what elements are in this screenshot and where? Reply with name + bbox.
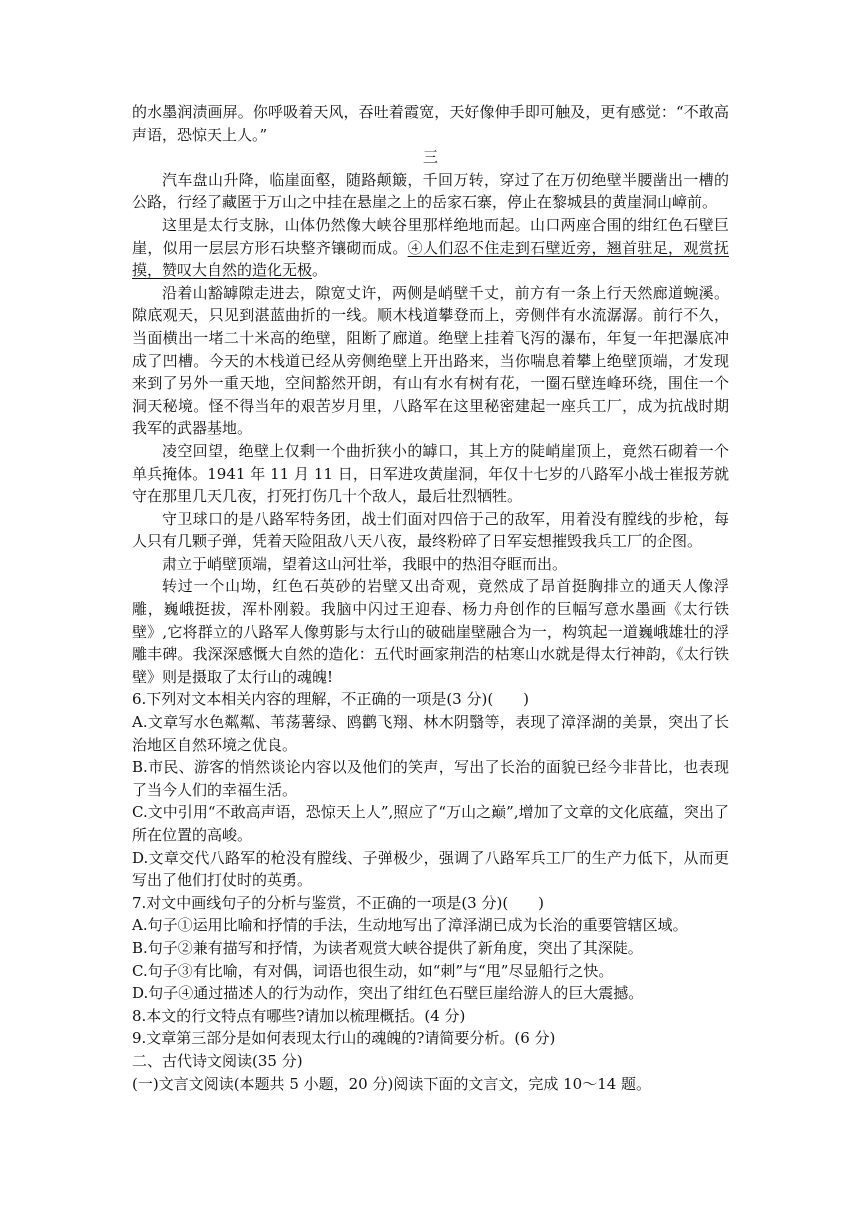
question-7-option-a: A.句子①运用比喻和抒情的手法，生动地写出了漳泽湖已成为长治的重要管辖区域。	[132, 916, 688, 935]
paragraph-canyon: 沿着山豁罅隙走进去，隙宽丈许，两侧是峭壁千丈，前方有一条上行天然廊道蜿溪。隙底观天，只见到湛蓝曲折的一线。顺木栈道攀登而上，旁侧伴有水流潺潺。前行不久，当面横出一堵二十米高的绝壁，阻断了廊道。绝壁上挂着飞泻的瀑布，年复一年把瀑底冲成了凹槽。今天的木栈道已经从旁侧绝壁上开出路来，当你喘息着攀上绝壁顶端，才发现来到了另外一重天地，空间豁然开朗，有山有水有树有花，一圈石壁连峰环绕，围住一个洞天秘境。怪不得当年的艰苦岁月里，八路军在这里秘密建起一座兵工厂，成为抗战时期我军的武器基地。	[132, 283, 729, 438]
question-6-stem: 6.下列对文本相关内容的理解，不正确的一项是(3 分)( )	[132, 690, 530, 709]
question-9: 9.文章第三部分是如何表现太行山的魂魄的?请简要分析。(6 分)	[132, 1029, 556, 1048]
question-8: 8.本文的行文特点有哪些?请加以梳理概括。(4 分)	[132, 1006, 466, 1025]
question-7-option-c: C.句子③有比喻，有对偶，词语也很生动，如“刺”与“甩”尽显船行之快。	[132, 961, 614, 980]
paragraph-text-end: 。	[312, 261, 328, 280]
underlined-sentence-4: ④人们忍不住走到石壁近旁，翘首驻足，观赏抚摸，赞叹大自然的造化无极	[132, 238, 729, 280]
question-6-option-d: D.文章交代八路军的枪没有膛线、子弹极少，强调了八路军兵工厂的生产力低下，从而更写出了他们打仗时的英勇。	[132, 848, 729, 890]
paragraph-text: 这里是太行支脉，山体仍然像大峡谷里那样绝地而起。山口两座合围的绀红色石壁巨崖，似用一层层方形石块整齐镶砌而成。	[132, 215, 729, 257]
paragraph-bunker: 凌空回望，绝壁上仅剩一个曲折狭小的罅口，其上方的陡峭崖顶上，竟然石砌着一个单兵掩体。1941 年 11 月 11 日，日军进攻黄崖洞，年仅十七岁的八路军小战士崔报芳就守在那里几天几夜，打死打伤几十个敌人，最后壮烈牺牲。	[132, 441, 729, 506]
paragraph-drive: 汽车盘山升降，临崖面壑，随路颠簸，千回万转，穿过了在万仞绝壁半腰凿出一槽的公路，行经了藏匿于万山之中挂在悬崖之上的岳家石寨，停止在黎城县的黄崖洞山嶂前。	[132, 170, 729, 212]
question-6-option-a: A.文章写水色粼粼、苇荡薯绿、鸥鹳飞翔、林木阴翳等，表现了漳泽湖的美景，突出了长治地区自然环境之优良。	[132, 713, 729, 754]
document-body	[132, 101, 729, 1095]
paragraph-taihang-branch	[132, 214, 729, 282]
paragraph-special-regiment: 守卫球口的是八路军特务团，战士们面对四倍于己的敌军，用着没有膛线的步枪，每人只有几颗子弹，凭着天险阻敌八天八夜，最终粉碎了日军妄想摧毁我兵工厂的企图。	[132, 509, 729, 551]
paragraph-tears: 肃立于峭壁顶端，望着这山河壮举，我眼中的热泪夺眶而出。	[162, 554, 568, 573]
question-7-option-d: D.句子④通过描述人的行为动作，突出了绀红色石壁巨崖给游人的巨大震撼。	[132, 984, 644, 1003]
paragraph-continuation: 的水墨润渍画屏。你呼吸着天风，吞吐着霞宽，天好像伸手即可触及，更有感觉：“不敢高声语，恐惊天上人。”	[132, 103, 729, 144]
question-7-stem: 7.对文中画线句子的分析与鉴赏，不正确的一项是(3 分)( )	[132, 893, 545, 912]
question-6-option-c: C.文中引用“不敢高声语，恐惊天上人”,照应了“万山之巅”,增加了文章的文化底蕴，突出了所在位置的高峻。	[132, 803, 729, 844]
paragraph-relief: 转过一个山坳，红色石英砂的岩壁又出奇观，竟然成了昂首挺胸排立的通天人像浮雕，巍峨挺拔，浑朴刚毅。我脑中闪过王迎春、杨力舟创作的巨幅写意水墨画《太行铁壁》,它将群立的八路军人像剪影与太行山的破础崖壁融合为一，构筑起一道巍峨雄壮的浮雕丰碑。我深深感慨大自然的造化：五代时画家荆浩的枯寒山水就是得太行神韵，《太行铁壁》则是摄取了太行山的魂魄!	[132, 577, 729, 686]
section-number-three: 三	[422, 148, 438, 167]
section-two-subheading: (一)文言文阅读(本题共 5 小题，20 分)阅读下面的文言文，完成 10～14 题。	[132, 1074, 652, 1093]
question-6-option-b: B.市民、游客的悄然谈论内容以及他们的笑声，写出了长治的面貌已经今非昔比，也表现了当今人们的幸福生活。	[132, 758, 729, 799]
section-two-heading: 二、古代诗文阅读(35 分)	[132, 1051, 303, 1070]
question-7-option-b: B.句子②兼有描写和抒情，为读者观赏大峡谷提供了新角度，突出了其深陡。	[132, 938, 643, 957]
